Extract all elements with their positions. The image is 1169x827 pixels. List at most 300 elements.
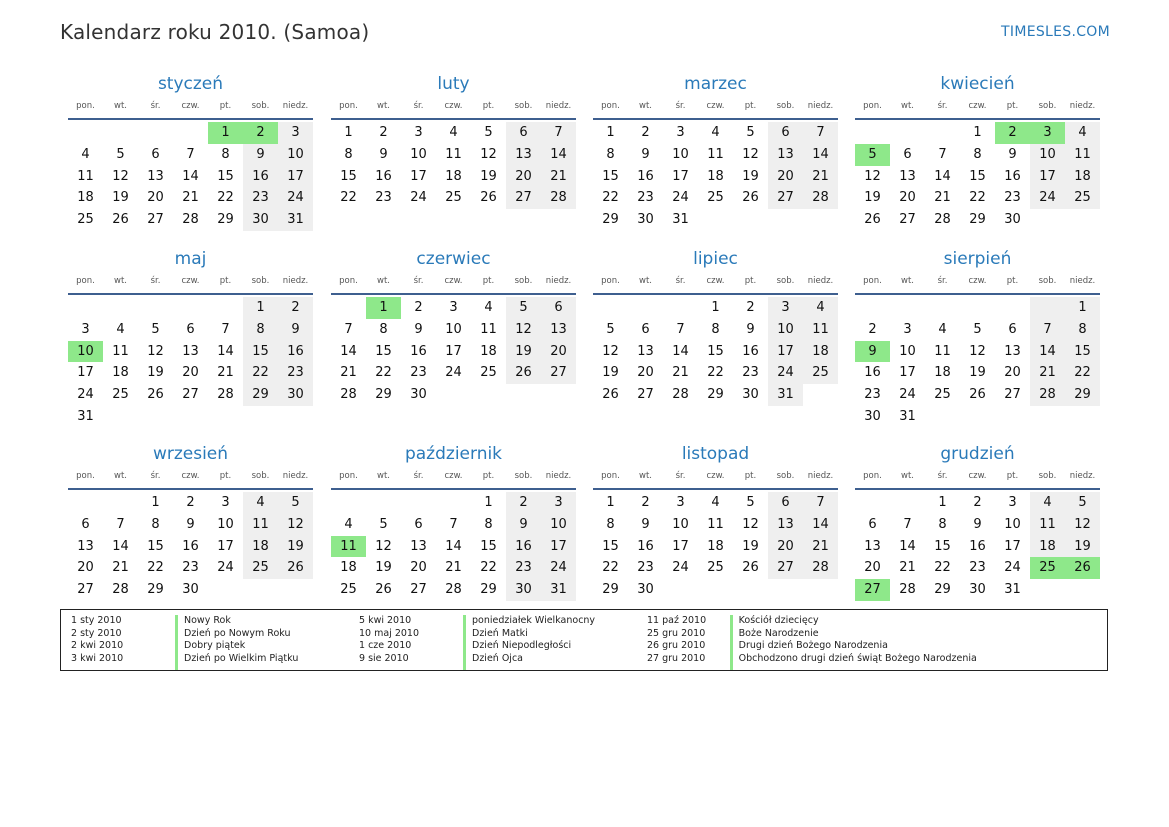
day-cell: 23	[278, 362, 313, 384]
day-cell: 13	[182, 343, 199, 359]
day-cell: 27	[147, 212, 164, 228]
day-cell: 5	[116, 146, 125, 162]
day-cell: 6	[903, 146, 912, 162]
weekday-label: niedz.	[807, 471, 834, 481]
weekday-label: sob.	[776, 276, 795, 286]
weekday-label: sob.	[1038, 101, 1057, 111]
weekday-label: wt.	[114, 276, 127, 286]
day-cell: 11	[77, 168, 94, 184]
weekday-header	[331, 98, 576, 120]
weekday-label: sob.	[251, 101, 270, 111]
day-cell: 16	[742, 343, 759, 359]
day-cell: 8	[379, 321, 388, 337]
weekday-label: czw.	[968, 471, 987, 481]
empty-cell	[733, 209, 768, 231]
day-cell: 5	[973, 321, 982, 337]
holiday-day-cell: 11	[331, 536, 366, 558]
day-cell: 17	[768, 341, 803, 363]
day-cell: 26	[480, 190, 497, 206]
weekday-label: pon.	[76, 101, 95, 111]
day-cell: 15	[375, 343, 392, 359]
weekday-header	[593, 468, 838, 490]
day-cell: 5	[746, 125, 755, 140]
day-cell: 30	[1004, 212, 1021, 228]
day-cell: 23	[742, 365, 759, 381]
weekday-header	[855, 98, 1100, 120]
day-cell: 6	[186, 321, 195, 337]
weekday-label: śr.	[150, 471, 161, 481]
day-cell: 14	[340, 343, 357, 359]
day-cell: 5	[1065, 492, 1100, 514]
empty-cell	[103, 297, 138, 319]
day-cell: 5	[379, 516, 388, 532]
day-cell: 28	[934, 212, 951, 228]
holiday-name: Kościół dziecięcy	[738, 615, 819, 626]
day-cell: 24	[672, 560, 689, 576]
day-cell: 29	[1065, 384, 1100, 406]
empty-cell	[278, 579, 313, 601]
day-grid	[68, 490, 313, 601]
holiday-name: Obchodzono drugi dzień świąt Bożego Narodzenia	[738, 652, 977, 664]
day-cell: 31	[672, 212, 689, 228]
weekday-label: czw.	[444, 276, 463, 286]
holiday-date: 11 paź 2010	[647, 615, 707, 626]
empty-cell	[925, 122, 960, 144]
weekday-label: czw.	[968, 101, 987, 111]
weekday-label: niedz.	[807, 276, 834, 286]
day-cell: 19	[969, 365, 986, 381]
day-cell: 26	[147, 387, 164, 403]
weekday-label: pt.	[482, 276, 495, 286]
month-name: lipiec	[693, 249, 738, 269]
empty-cell	[768, 209, 803, 231]
day-cell: 13	[768, 514, 803, 536]
day-cell: 19	[278, 536, 313, 558]
empty-cell	[768, 579, 803, 601]
empty-cell	[103, 122, 138, 144]
weekday-label: pt.	[482, 101, 495, 111]
day-cell: 19	[602, 365, 619, 381]
day-cell: 6	[641, 321, 650, 337]
day-cell: 30	[182, 582, 199, 598]
day-cell: 12	[864, 168, 881, 184]
month-calendar	[593, 245, 838, 406]
weekday-label: niedz.	[1069, 276, 1096, 286]
day-cell: 4	[1030, 492, 1065, 514]
day-cell: 22	[934, 560, 951, 576]
weekday-label: czw.	[181, 471, 200, 481]
day-cell: 12	[742, 146, 759, 162]
day-cell: 25	[803, 362, 838, 384]
day-grid	[593, 120, 838, 231]
day-cell: 2	[641, 125, 650, 140]
day-cell: 6	[1008, 321, 1017, 337]
day-cell: 19	[375, 560, 392, 576]
day-cell: 24	[672, 190, 689, 206]
holiday-day-cell: 2	[995, 122, 1030, 144]
day-cell: 6	[768, 492, 803, 514]
day-cell: 18	[445, 168, 462, 184]
month-calendar	[331, 70, 576, 209]
empty-cell	[995, 297, 1030, 319]
day-cell: 21	[182, 190, 199, 206]
holiday-day-cell: 5	[855, 144, 890, 166]
empty-cell	[138, 406, 173, 428]
weekday-label: pt.	[219, 471, 232, 481]
day-cell: 6	[868, 516, 877, 532]
day-cell: 22	[602, 190, 619, 206]
day-cell: 5	[746, 495, 755, 510]
day-cell: 7	[221, 321, 230, 337]
day-cell: 31	[77, 408, 94, 424]
day-cell: 2	[379, 125, 388, 140]
empty-cell	[890, 297, 925, 319]
month-name: marzec	[684, 74, 747, 94]
weekday-label: wt.	[377, 276, 390, 286]
weekday-label: sob.	[776, 471, 795, 481]
day-cell: 26	[742, 190, 759, 206]
day-cell: 17	[445, 343, 462, 359]
day-cell: 15	[147, 538, 164, 554]
day-grid	[331, 295, 576, 406]
day-cell: 21	[112, 560, 129, 576]
day-cell: 24	[541, 557, 576, 579]
day-cell: 1	[344, 125, 353, 140]
day-cell: 3	[81, 321, 90, 337]
day-cell: 3	[676, 125, 685, 140]
day-cell: 2	[973, 495, 982, 510]
day-cell: 17	[217, 538, 234, 554]
day-cell: 28	[803, 557, 838, 579]
empty-cell	[436, 384, 471, 406]
month-calendar	[855, 70, 1100, 231]
weekday-label: sob.	[1038, 276, 1057, 286]
day-cell: 4	[803, 297, 838, 319]
day-grid	[855, 295, 1100, 428]
weekday-label: sob.	[1038, 471, 1057, 481]
day-cell: 18	[707, 168, 724, 184]
day-cell: 31	[899, 408, 916, 424]
empty-cell	[698, 209, 733, 231]
weekday-label: czw.	[181, 276, 200, 286]
weekday-label: pt.	[1006, 276, 1019, 286]
day-cell: 7	[938, 146, 947, 162]
empty-cell	[173, 406, 208, 428]
day-cell: 10	[278, 144, 313, 166]
weekday-label: wt.	[901, 276, 914, 286]
day-cell: 11	[934, 343, 951, 359]
weekday-label: niedz.	[282, 276, 309, 286]
weekday-label: pon.	[339, 101, 358, 111]
day-cell: 23	[1004, 190, 1021, 206]
day-cell: 8	[1065, 319, 1100, 341]
month-calendar	[331, 245, 576, 406]
holiday-day-cell: 1	[208, 122, 243, 144]
day-cell: 22	[707, 365, 724, 381]
weekday-label: śr.	[937, 101, 948, 111]
day-grid	[593, 295, 838, 406]
day-cell: 16	[969, 538, 986, 554]
empty-cell	[1030, 209, 1065, 231]
day-cell: 24	[768, 362, 803, 384]
day-cell: 15	[480, 538, 497, 554]
day-cell: 9	[243, 144, 278, 166]
month-calendar	[855, 440, 1100, 601]
weekday-label: śr.	[675, 276, 686, 286]
day-cell: 8	[243, 319, 278, 341]
weekday-label: sob.	[251, 276, 270, 286]
day-cell: 8	[711, 321, 720, 337]
day-cell: 25	[934, 387, 951, 403]
day-cell: 7	[676, 321, 685, 337]
weekday-header	[68, 273, 313, 295]
day-cell: 21	[541, 166, 576, 188]
empty-cell	[890, 492, 925, 514]
empty-cell	[855, 122, 890, 144]
day-cell: 26	[742, 560, 759, 576]
day-grid	[593, 490, 838, 601]
day-cell: 5	[506, 297, 541, 319]
day-cell: 17	[672, 168, 689, 184]
day-cell: 4	[938, 321, 947, 337]
day-cell: 27	[410, 582, 427, 598]
day-cell: 12	[969, 343, 986, 359]
weekday-label: pon.	[863, 471, 882, 481]
day-cell: 5	[606, 321, 615, 337]
weekday-header	[68, 98, 313, 120]
day-cell: 9	[506, 514, 541, 536]
day-cell: 16	[637, 168, 654, 184]
weekday-label: pt.	[744, 101, 757, 111]
day-cell: 13	[864, 538, 881, 554]
empty-cell	[243, 579, 278, 601]
weekday-label: śr.	[413, 101, 424, 111]
day-cell: 4	[449, 125, 458, 140]
weekday-label: niedz.	[545, 471, 572, 481]
month-calendar	[68, 440, 313, 601]
day-cell: 14	[1030, 341, 1065, 363]
day-cell: 14	[672, 343, 689, 359]
day-cell: 21	[899, 560, 916, 576]
day-cell: 24	[1030, 187, 1065, 209]
weekday-label: pon.	[863, 101, 882, 111]
day-cell: 28	[899, 582, 916, 598]
empty-cell	[1065, 579, 1100, 601]
day-cell: 8	[606, 146, 615, 162]
day-cell: 29	[934, 582, 951, 598]
empty-cell	[855, 492, 890, 514]
day-cell: 21	[1030, 362, 1065, 384]
day-cell: 13	[1004, 343, 1021, 359]
day-cell: 24	[278, 187, 313, 209]
day-cell: 3	[278, 122, 313, 144]
weekday-label: pt.	[744, 471, 757, 481]
day-cell: 26	[506, 362, 541, 384]
day-cell: 28	[217, 387, 234, 403]
day-cell: 2	[278, 297, 313, 319]
day-cell: 19	[506, 341, 541, 363]
month-calendar	[68, 245, 313, 428]
day-cell: 9	[278, 319, 313, 341]
holiday-date: 1 cze 2010	[359, 640, 412, 651]
weekday-label: sob.	[514, 471, 533, 481]
day-cell: 17	[1004, 538, 1021, 554]
empty-cell	[366, 492, 401, 514]
day-cell: 23	[969, 560, 986, 576]
empty-cell	[855, 297, 890, 319]
empty-cell	[103, 492, 138, 514]
weekday-header	[68, 468, 313, 490]
month-name: czerwiec	[416, 249, 491, 269]
day-cell: 17	[1030, 166, 1065, 188]
day-cell: 1	[711, 300, 720, 315]
day-cell: 4	[344, 516, 353, 532]
day-cell: 3	[221, 495, 230, 510]
day-cell: 16	[637, 538, 654, 554]
day-cell: 16	[375, 168, 392, 184]
empty-cell	[208, 297, 243, 319]
day-cell: 22	[147, 560, 164, 576]
day-cell: 9	[641, 146, 650, 162]
day-cell: 23	[410, 365, 427, 381]
day-cell: 29	[602, 582, 619, 598]
weekday-header	[855, 468, 1100, 490]
site-link[interactable]: TIMESLES.COM	[1001, 24, 1110, 40]
weekday-label: czw.	[706, 471, 725, 481]
weekday-label: niedz.	[807, 101, 834, 111]
day-cell: 10	[1004, 516, 1021, 532]
holiday-day-cell: 3	[1030, 122, 1065, 144]
day-cell: 20	[864, 560, 881, 576]
holiday-name: Dzień Matki	[472, 627, 528, 639]
day-grid	[68, 295, 313, 428]
day-cell: 2	[868, 321, 877, 337]
holiday-date: 25 gru 2010	[647, 627, 706, 639]
day-cell: 26	[112, 212, 129, 228]
day-cell: 21	[445, 560, 462, 576]
day-cell: 10	[672, 146, 689, 162]
day-cell: 14	[217, 343, 234, 359]
weekday-label: pt.	[1006, 101, 1019, 111]
weekday-label: śr.	[150, 101, 161, 111]
empty-cell	[1030, 579, 1065, 601]
day-cell: 27	[768, 187, 803, 209]
day-cell: 24	[410, 190, 427, 206]
day-cell: 28	[445, 582, 462, 598]
day-cell: 25	[112, 387, 129, 403]
day-cell: 1	[973, 125, 982, 140]
month-calendar	[331, 440, 576, 601]
day-grid	[331, 120, 576, 209]
day-cell: 1	[938, 495, 947, 510]
holiday-date: 2 sty 2010	[71, 627, 122, 639]
day-grid	[68, 120, 313, 231]
day-cell: 25	[77, 212, 94, 228]
day-cell: 25	[1065, 187, 1100, 209]
day-grid	[855, 490, 1100, 601]
day-cell: 18	[934, 365, 951, 381]
day-cell: 12	[602, 343, 619, 359]
day-cell: 4	[1065, 122, 1100, 144]
day-cell: 23	[182, 560, 199, 576]
empty-cell	[173, 122, 208, 144]
day-cell: 23	[637, 190, 654, 206]
empty-cell	[471, 384, 506, 406]
holiday-name: Nowy Rok	[184, 615, 231, 626]
day-cell: 30	[506, 579, 541, 601]
day-cell: 5	[151, 321, 160, 337]
day-cell: 27	[637, 387, 654, 403]
day-cell: 24	[445, 365, 462, 381]
day-cell: 17	[899, 365, 916, 381]
day-cell: 10	[410, 146, 427, 162]
holiday-name: Dzień Niepodległości	[472, 640, 572, 651]
weekday-label: pt.	[482, 471, 495, 481]
weekday-label: pon.	[601, 471, 620, 481]
weekday-label: czw.	[181, 101, 200, 111]
day-cell: 22	[1065, 362, 1100, 384]
day-cell: 20	[77, 560, 94, 576]
day-cell: 8	[151, 516, 160, 532]
holiday-day-cell: 1	[366, 297, 401, 319]
day-cell: 7	[541, 122, 576, 144]
month-name: luty	[437, 74, 470, 94]
day-cell: 30	[243, 209, 278, 231]
day-cell: 11	[707, 516, 724, 532]
weekday-label: śr.	[675, 471, 686, 481]
day-cell: 10	[541, 514, 576, 536]
weekday-label: niedz.	[282, 471, 309, 481]
holiday-date: 10 maj 2010	[359, 627, 420, 639]
weekday-label: śr.	[675, 101, 686, 111]
day-cell: 14	[934, 168, 951, 184]
day-cell: 15	[340, 168, 357, 184]
day-cell: 6	[81, 516, 90, 532]
month-name: sierpień	[943, 249, 1012, 269]
day-cell: 14	[541, 144, 576, 166]
day-cell: 17	[410, 168, 427, 184]
weekday-label: pon.	[76, 471, 95, 481]
day-cell: 15	[969, 168, 986, 184]
day-cell: 27	[541, 362, 576, 384]
empty-cell	[960, 297, 995, 319]
day-cell: 27	[506, 187, 541, 209]
holiday-day-cell: 9	[855, 341, 890, 363]
weekday-header	[593, 98, 838, 120]
weekday-header	[593, 273, 838, 295]
day-cell: 8	[973, 146, 982, 162]
empty-cell	[593, 297, 628, 319]
day-cell: 12	[278, 514, 313, 536]
holiday-date: 26 gru 2010	[647, 640, 706, 651]
empty-cell	[278, 406, 313, 428]
day-cell: 15	[243, 341, 278, 363]
day-cell: 24	[899, 387, 916, 403]
holiday-legend	[60, 609, 1108, 671]
day-cell: 6	[151, 146, 160, 162]
empty-cell	[331, 297, 366, 319]
weekday-label: wt.	[901, 101, 914, 111]
day-cell: 26	[602, 387, 619, 403]
day-cell: 18	[340, 560, 357, 576]
holiday-name: Dzień po Wielkim Piątku	[184, 652, 299, 664]
weekday-label: czw.	[706, 276, 725, 286]
day-cell: 19	[742, 168, 759, 184]
day-cell: 4	[711, 125, 720, 140]
day-cell: 12	[147, 343, 164, 359]
holiday-date: 1 sty 2010	[71, 615, 122, 626]
day-cell: 6	[541, 297, 576, 319]
